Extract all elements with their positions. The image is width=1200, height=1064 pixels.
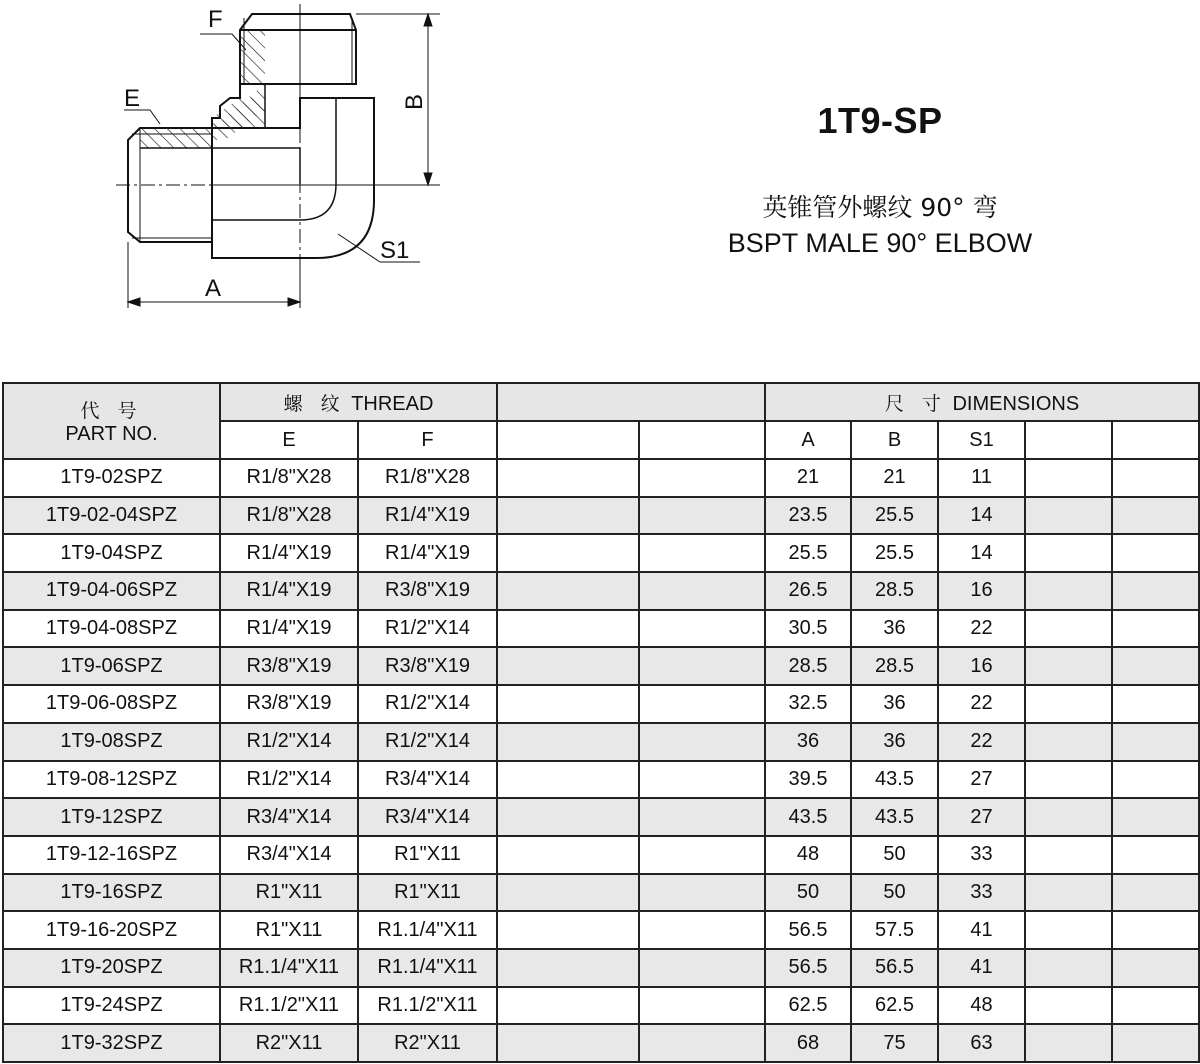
- thread-e-cell: R1/8"X28: [220, 497, 358, 535]
- thread-f-cell: R2"X11: [358, 1024, 497, 1062]
- col-header-s1: S1: [938, 421, 1025, 459]
- col-header-blank: [1025, 421, 1112, 459]
- label-e: E: [124, 85, 141, 112]
- dim-b-cell: 57.5: [851, 911, 938, 949]
- blank-cell: [497, 685, 639, 723]
- col-header-blank: [639, 421, 765, 459]
- dim-s1-cell: 22: [938, 610, 1025, 648]
- part-no-header: [3, 383, 220, 459]
- product-code-title: 1T9-SP: [817, 100, 943, 141]
- thread-e-cell: R1/4"X19: [220, 534, 358, 572]
- table-row: [3, 911, 1199, 949]
- blank-cell: [1112, 798, 1199, 836]
- thread-f-cell: R3/4"X14: [358, 761, 497, 799]
- blank-header: [497, 383, 765, 421]
- dim-b-cell: 36: [851, 685, 938, 723]
- blank-cell: [639, 836, 765, 874]
- blank-cell: [639, 987, 765, 1025]
- dim-b-cell: 21: [851, 459, 938, 497]
- thread-e-cell: R1.1/2"X11: [220, 987, 358, 1025]
- part-no-cell: 1T9-02-04SPZ: [3, 497, 220, 535]
- thread-e-cell: R3/4"X14: [220, 836, 358, 874]
- table-row: [3, 572, 1199, 610]
- product-name-english: BSPT MALE 90° ELBOW: [727, 228, 1033, 258]
- label-f: F: [208, 6, 223, 33]
- thread-e-cell: R1"X11: [220, 911, 358, 949]
- dim-s1-cell: 33: [938, 836, 1025, 874]
- blank-cell: [1025, 874, 1112, 912]
- dim-a-cell: 39.5: [765, 761, 851, 799]
- dim-a-cell: 56.5: [765, 911, 851, 949]
- thread-e-cell: R2"X11: [220, 1024, 358, 1062]
- blank-cell: [497, 874, 639, 912]
- dim-s1-cell: 33: [938, 874, 1025, 912]
- blank-cell: [497, 761, 639, 799]
- blank-cell: [1112, 497, 1199, 535]
- blank-cell: [639, 647, 765, 685]
- specification-table: [2, 382, 1200, 1063]
- dim-b-cell: 56.5: [851, 949, 938, 987]
- table-row: [3, 459, 1199, 497]
- thread-f-cell: R1.1/2"X11: [358, 987, 497, 1025]
- blank-cell: [1025, 911, 1112, 949]
- blank-cell: [1112, 874, 1199, 912]
- table-row: [3, 647, 1199, 685]
- blank-cell: [1112, 836, 1199, 874]
- col-header-e: E: [220, 421, 358, 459]
- dim-a-cell: 62.5: [765, 987, 851, 1025]
- dim-a-cell: 48: [765, 836, 851, 874]
- part-no-cell: 1T9-08SPZ: [3, 723, 220, 761]
- thread-e-cell: R1/2"X14: [220, 761, 358, 799]
- thread-e-cell: R1"X11: [220, 874, 358, 912]
- dim-b-cell: 36: [851, 610, 938, 648]
- product-name-chinese: 英锥管外螺纹 90° 弯: [762, 193, 998, 222]
- dimensions-header-en: DIMENSIONS: [952, 392, 1080, 415]
- dim-b-cell: 75: [851, 1024, 938, 1062]
- thread-e-cell: R3/4"X14: [220, 798, 358, 836]
- thread-e-cell: R1.1/4"X11: [220, 949, 358, 987]
- thread-f-cell: R3/4"X14: [358, 798, 497, 836]
- blank-cell: [639, 610, 765, 648]
- part-no-cell: 1T9-06-08SPZ: [3, 685, 220, 723]
- dim-a-cell: 50: [765, 874, 851, 912]
- thread-f-cell: R1.1/4"X11: [358, 949, 497, 987]
- thread-f-cell: R1/4"X19: [358, 534, 497, 572]
- dim-b-cell: 43.5: [851, 798, 938, 836]
- blank-cell: [1025, 647, 1112, 685]
- table-row: [3, 723, 1199, 761]
- dim-s1-cell: 41: [938, 911, 1025, 949]
- thread-e-cell: R3/8"X19: [220, 647, 358, 685]
- part-no-cell: 1T9-16SPZ: [3, 874, 220, 912]
- blank-cell: [639, 911, 765, 949]
- elbow-technical-drawing: [0, 0, 600, 330]
- blank-cell: [1112, 685, 1199, 723]
- dim-b-cell: 50: [851, 874, 938, 912]
- part-no-cell: 1T9-04SPZ: [3, 534, 220, 572]
- dim-s1-cell: 22: [938, 723, 1025, 761]
- dim-s1-cell: 14: [938, 497, 1025, 535]
- dim-b-cell: 28.5: [851, 572, 938, 610]
- dim-a-cell: 68: [765, 1024, 851, 1062]
- blank-cell: [497, 949, 639, 987]
- dim-a-cell: 21: [765, 459, 851, 497]
- table-row: [3, 874, 1199, 912]
- dim-a-cell: 43.5: [765, 798, 851, 836]
- blank-cell: [639, 534, 765, 572]
- dim-a-cell: 30.5: [765, 610, 851, 648]
- thread-f-cell: R1.1/4"X11: [358, 911, 497, 949]
- part-no-cell: 1T9-08-12SPZ: [3, 761, 220, 799]
- part-no-header-en: PART NO.: [65, 423, 158, 445]
- thread-header-cn: 螺 纹: [283, 392, 346, 415]
- blank-cell: [1112, 647, 1199, 685]
- part-no-cell: 1T9-16-20SPZ: [3, 911, 220, 949]
- part-no-cell: 1T9-32SPZ: [3, 1024, 220, 1062]
- col-header-b: B: [851, 421, 938, 459]
- dim-b-cell: 50: [851, 836, 938, 874]
- blank-cell: [639, 761, 765, 799]
- label-a: A: [205, 275, 222, 302]
- blank-cell: [1025, 723, 1112, 761]
- thread-f-cell: R1/2"X14: [358, 610, 497, 648]
- table-row: [3, 685, 1199, 723]
- col-header-blank: [497, 421, 639, 459]
- blank-cell: [639, 798, 765, 836]
- dim-s1-cell: 22: [938, 685, 1025, 723]
- dim-a-cell: 25.5: [765, 534, 851, 572]
- blank-cell: [1025, 610, 1112, 648]
- label-s1: S1: [380, 237, 410, 264]
- table-row: [3, 949, 1199, 987]
- blank-cell: [1112, 723, 1199, 761]
- blank-cell: [497, 836, 639, 874]
- thread-e-cell: R1/4"X19: [220, 610, 358, 648]
- thread-f-cell: R3/8"X19: [358, 647, 497, 685]
- table-row: [3, 1024, 1199, 1062]
- blank-cell: [1112, 761, 1199, 799]
- dim-a-cell: 26.5: [765, 572, 851, 610]
- dim-b-cell: 36: [851, 723, 938, 761]
- blank-cell: [497, 572, 639, 610]
- dim-s1-cell: 27: [938, 798, 1025, 836]
- dim-a-cell: 36: [765, 723, 851, 761]
- part-no-cell: 1T9-04-08SPZ: [3, 610, 220, 648]
- thread-f-cell: R1/8"X28: [358, 459, 497, 497]
- part-no-cell: 1T9-20SPZ: [3, 949, 220, 987]
- dim-b-cell: 25.5: [851, 534, 938, 572]
- blank-cell: [497, 610, 639, 648]
- blank-cell: [1025, 761, 1112, 799]
- table-row: [3, 761, 1199, 799]
- part-no-cell: 1T9-06SPZ: [3, 647, 220, 685]
- blank-cell: [1025, 798, 1112, 836]
- blank-cell: [497, 534, 639, 572]
- dim-s1-cell: 48: [938, 987, 1025, 1025]
- blank-cell: [1025, 685, 1112, 723]
- blank-cell: [1025, 534, 1112, 572]
- thread-e-cell: R1/4"X19: [220, 572, 358, 610]
- blank-cell: [639, 685, 765, 723]
- dim-s1-cell: 27: [938, 761, 1025, 799]
- part-no-header-cn: 代 号: [80, 400, 143, 422]
- thread-f-cell: R1"X11: [358, 874, 497, 912]
- thread-f-cell: R1"X11: [358, 836, 497, 874]
- blank-cell: [1112, 949, 1199, 987]
- dim-b-cell: 28.5: [851, 647, 938, 685]
- thread-f-cell: R1/4"X19: [358, 497, 497, 535]
- label-b: B: [401, 93, 428, 110]
- blank-cell: [1112, 1024, 1199, 1062]
- dim-b-cell: 62.5: [851, 987, 938, 1025]
- table-row: [3, 497, 1199, 535]
- blank-cell: [1112, 534, 1199, 572]
- blank-cell: [1025, 572, 1112, 610]
- dim-a-cell: 23.5: [765, 497, 851, 535]
- col-header-f: F: [358, 421, 497, 459]
- blank-cell: [497, 723, 639, 761]
- thread-e-cell: R3/8"X19: [220, 685, 358, 723]
- blank-cell: [1025, 497, 1112, 535]
- thread-header-en: THREAD: [351, 392, 434, 415]
- thread-f-cell: R1/2"X14: [358, 685, 497, 723]
- dimensions-header-cn: 尺 寸: [884, 392, 947, 415]
- dim-a-cell: 32.5: [765, 685, 851, 723]
- blank-cell: [639, 459, 765, 497]
- dim-s1-cell: 11: [938, 459, 1025, 497]
- blank-cell: [1025, 459, 1112, 497]
- blank-cell: [497, 987, 639, 1025]
- dim-s1-cell: 63: [938, 1024, 1025, 1062]
- blank-cell: [497, 1024, 639, 1062]
- table-row: [3, 610, 1199, 648]
- blank-cell: [639, 1024, 765, 1062]
- part-no-cell: 1T9-24SPZ: [3, 987, 220, 1025]
- blank-cell: [639, 949, 765, 987]
- thread-e-cell: R1/8"X28: [220, 459, 358, 497]
- col-header-a: A: [765, 421, 851, 459]
- blank-cell: [497, 647, 639, 685]
- blank-cell: [639, 723, 765, 761]
- table-row: [3, 798, 1199, 836]
- blank-cell: [1025, 836, 1112, 874]
- blank-cell: [639, 572, 765, 610]
- dim-s1-cell: 16: [938, 647, 1025, 685]
- thread-e-cell: R1/2"X14: [220, 723, 358, 761]
- blank-cell: [1025, 987, 1112, 1025]
- dim-a-cell: 28.5: [765, 647, 851, 685]
- blank-cell: [1025, 1024, 1112, 1062]
- part-no-cell: 1T9-12-16SPZ: [3, 836, 220, 874]
- blank-cell: [1112, 911, 1199, 949]
- blank-cell: [497, 459, 639, 497]
- table-row: [3, 987, 1199, 1025]
- blank-cell: [497, 911, 639, 949]
- thread-f-cell: R1/2"X14: [358, 723, 497, 761]
- thread-header: [220, 383, 497, 421]
- blank-cell: [1112, 572, 1199, 610]
- blank-cell: [1112, 987, 1199, 1025]
- table-row: [3, 534, 1199, 572]
- col-header-blank: [1112, 421, 1199, 459]
- dim-s1-cell: 41: [938, 949, 1025, 987]
- dim-a-cell: 56.5: [765, 949, 851, 987]
- blank-cell: [1112, 459, 1199, 497]
- blank-cell: [497, 497, 639, 535]
- part-no-cell: 1T9-04-06SPZ: [3, 572, 220, 610]
- part-no-cell: 1T9-12SPZ: [3, 798, 220, 836]
- blank-cell: [639, 874, 765, 912]
- thread-f-cell: R3/8"X19: [358, 572, 497, 610]
- dim-b-cell: 25.5: [851, 497, 938, 535]
- blank-cell: [1112, 610, 1199, 648]
- blank-cell: [497, 798, 639, 836]
- blank-cell: [1025, 949, 1112, 987]
- dim-s1-cell: 16: [938, 572, 1025, 610]
- part-no-cell: 1T9-02SPZ: [3, 459, 220, 497]
- dimensions-header: [765, 383, 1199, 421]
- dim-s1-cell: 14: [938, 534, 1025, 572]
- table-row: [3, 836, 1199, 874]
- blank-cell: [639, 497, 765, 535]
- dim-b-cell: 43.5: [851, 761, 938, 799]
